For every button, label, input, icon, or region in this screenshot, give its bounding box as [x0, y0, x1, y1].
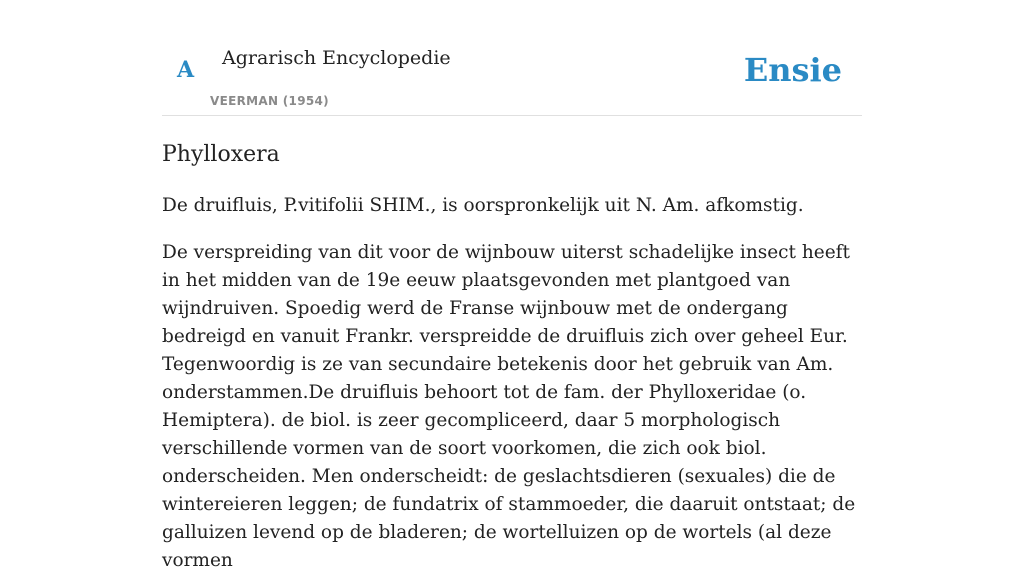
encyclopedia-header [162, 0, 862, 116]
article-title: Phylloxera [162, 142, 280, 167]
article-paragraph-2: De verspreiding van dit voor de wijnbouw uiterst schadelijke insect heeft in het midden van de 19e eeuw plaatsgevonden met plantgoed van wijndruiven. Spoedig werd de Franse wijnbouw met de ondergang bedreigd en vanuit Frankr. verspreidde de druifluis zich over geheel Eur. Tegenwoordig is ze van secundaire betekenis door het gebruik van Am. onderstammen.De druifluis behoort tot de fam. der Phylloxeridae (o. Hemiptera). de biol. is zeer gecompliceerd, daar 5 morphologisch verschillende vormen van de soort voorkomen, die zich ook biol. onderscheiden. Men onderscheidt: de geslachtsdieren (sexuales) die de wintereieren leggen; de fundatrix of stammoeder, die daaruit ontstaat; de galluizen levend op de bladeren; de wortelluizen op de wortels (al deze vormen [162, 242, 856, 571]
ensie-logo[interactable]: Ensie [743, 51, 842, 89]
page-container [162, 0, 862, 575]
letter-index-link[interactable]: A [177, 57, 195, 83]
edition-label: VEERMAN (1954) [210, 94, 329, 108]
encyclopedia-title-link[interactable]: Agrarisch Encyclopedie [222, 47, 451, 69]
article-paragraph-1: De druifluis, P.vitifolii SHIM., is oorspronkelijk uit N. Am. afkomstig. [162, 195, 804, 216]
